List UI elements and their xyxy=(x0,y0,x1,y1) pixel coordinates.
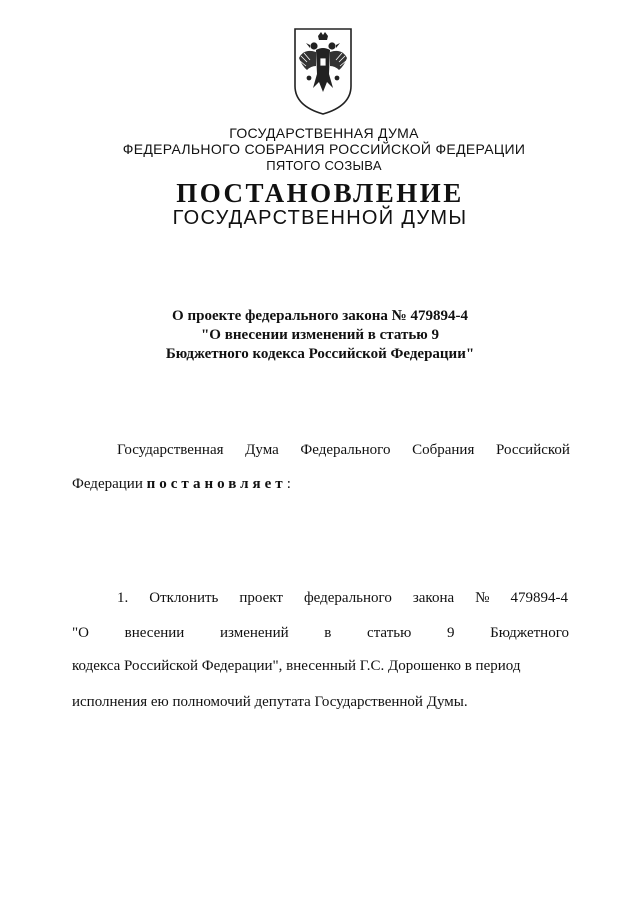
item-word: изменений xyxy=(219,625,289,641)
item-word: "О xyxy=(72,625,89,641)
item-1-line-1 xyxy=(117,588,568,608)
preamble-line-1 xyxy=(117,440,570,460)
item-word: в xyxy=(324,625,332,641)
item-word: федерального xyxy=(303,590,392,606)
subject-line-2: "О внесении изменений в статью 9 xyxy=(200,327,439,343)
item-word: статью xyxy=(367,625,412,641)
preamble-word: Дума xyxy=(245,442,279,458)
item-word: 9 xyxy=(446,625,455,641)
item-word: 479894-4 xyxy=(510,590,568,606)
document-type-title: ПОСТАНОВЛЕНИЕ xyxy=(176,178,464,208)
convocation-line: ПЯТОГО СОЗЫВА xyxy=(266,158,382,173)
item-word: Отклонить xyxy=(149,590,219,606)
preamble-line-2 xyxy=(72,474,291,494)
item-1-line-4: исполнения ею полномочий депутата Государственной Думы. xyxy=(72,694,468,710)
org-name-line-1: ГОСУДАРСТВЕННАЯ ДУМА xyxy=(229,125,419,141)
preamble-word: Собрания xyxy=(412,442,475,458)
subject-line-1: О проекте федерального закона № 479894-4 xyxy=(172,308,468,324)
preamble-text: Федерации xyxy=(72,476,147,492)
item-word: 1. xyxy=(117,590,129,606)
org-name-line-2: ФЕДЕРАЛЬНОГО СОБРАНИЯ РОССИЙСКОЙ ФЕДЕРАЦИИ xyxy=(122,141,526,157)
item-word: проект xyxy=(239,590,283,606)
subject-line-3: Бюджетного кодекса Российской Федерации" xyxy=(165,346,475,362)
document-issuer: ГОСУДАРСТВЕННОЙ ДУМЫ xyxy=(172,207,468,229)
item-1-line-2 xyxy=(72,623,569,643)
item-word: внесении xyxy=(124,625,185,641)
item-word: № xyxy=(475,590,490,606)
preamble-word: Федерального xyxy=(300,442,391,458)
item-word: Бюджетного xyxy=(490,625,569,641)
item-word: закона xyxy=(412,590,455,606)
preamble-colon: : xyxy=(286,476,291,492)
item-1-line-3: кодекса Российской Федерации", внесенный Г.С. Дорошенко в период xyxy=(72,658,521,674)
resolves-emphasis: постановляет xyxy=(146,476,287,492)
preamble-word: Российской xyxy=(496,442,570,458)
preamble-word: Государственная xyxy=(117,442,224,458)
double-headed-eagle-emblem-icon xyxy=(292,26,354,116)
